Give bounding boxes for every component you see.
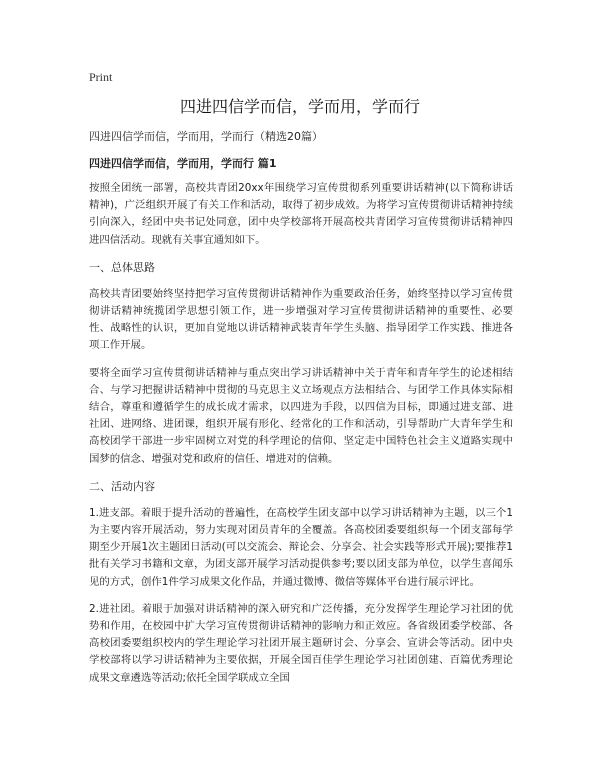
document-title: 四进四信学而信，学而用，学而行 — [179, 97, 420, 116]
document-body — [89, 128, 513, 697]
heading-activity-content: 二、活动内容 — [89, 479, 155, 493]
paragraph-intro: 按照全团统一部署，高校共青团20xx年围绕学习宣传贯彻系列重要讲话精神(以下简称讲话精神)，广泛组织开展了有关工作和活动，取得了初步成效。为将学习宣传贯彻讲话精神持续引向深入，经团中央书记处同意，团中央学校部将开展高校共青团学习宣传贯彻讲话精神四进四信活动。现就有关事宜通知如下。 — [89, 182, 513, 246]
section-heading: 四进四信学而信，学而用，学而行 篇1 — [89, 157, 277, 170]
heading-overall-approach: 一、总体思路 — [89, 260, 155, 274]
document-subtitle: 四进四信学而信，学而用，学而行（精选20篇） — [89, 130, 323, 143]
paragraph-activity-branch: 1.进支部。着眼于提升活动的普遍性，在高校学生团支部中以学习讲话精神为主题，以三个1为主要内容开展活动，努力实现对团员青年的全覆盖。各高校团委要组织每一个团支部每学期至少开展1次主题团日活动(可以交流会、辩论会、分享会、社会实践等形式开展);要推荐1批有关学习书籍和文章，为团支部开展学习活动提供参考;要以团支部为单位，以学生喜闻乐见的方式，创作1件学习成果文化作品，并通过微博、微信等媒体平台进行展示评比。 — [89, 506, 513, 588]
paragraph-approach-2: 要将全面学习宣传贯彻讲话精神与重点突出学习讲话精神中关于青年和青年学生的论述相结合、与学习把握讲话精神中贯彻的马克思主义立场观点方法相结合、与团学工作具体实际相结合，尊重和遵循学生的成长成才需求，以四进为手段，以四信为目标，即通过进支部、进社团、进网络、进团课，组织开展有形化、经常化的工作和活动，引导帮助广大青年学生和高校团学干部进一步牢固树立对党的科学理论的信仰、坚定走中国特色社会主义道路实现中国梦的信念、增强对党和政府的信任、增进对的信赖。 — [89, 366, 513, 465]
paragraph-activity-club: 2.进社团。着眼于加强对讲话精神的深入研究和广泛传播，充分发挥学生理论学习社团的优势和作用，在校园中扩大学习宣传贯彻讲话精神的影响力和正效应。各省级团委学校部、各高校团委要组织校内的学生理论学习社团开展主题研讨会、分享会、宣讲会等活动。团中央学校部将以学习讲话精神为主要依据，开展全国百佳学生理论学习社团创建、百篇优秀理论成果文章遴选等活动;依托全国学联成立全国 — [89, 602, 513, 684]
paragraph-approach-1: 高校共青团要始终坚持把学习宣传贯彻讲话精神作为重要政治任务，始终坚持以学习宣传贯彻讲话精神统揽团学思想引领工作，进一步增强对学习宣传贯彻讲话精神的重要性、必要性、战略性的认识，更加自觉地以讲话精神武装青年学生头脑、指导团学工作实践、推进各项工作开展。 — [89, 287, 513, 352]
print-link[interactable]: Print — [89, 70, 113, 84]
